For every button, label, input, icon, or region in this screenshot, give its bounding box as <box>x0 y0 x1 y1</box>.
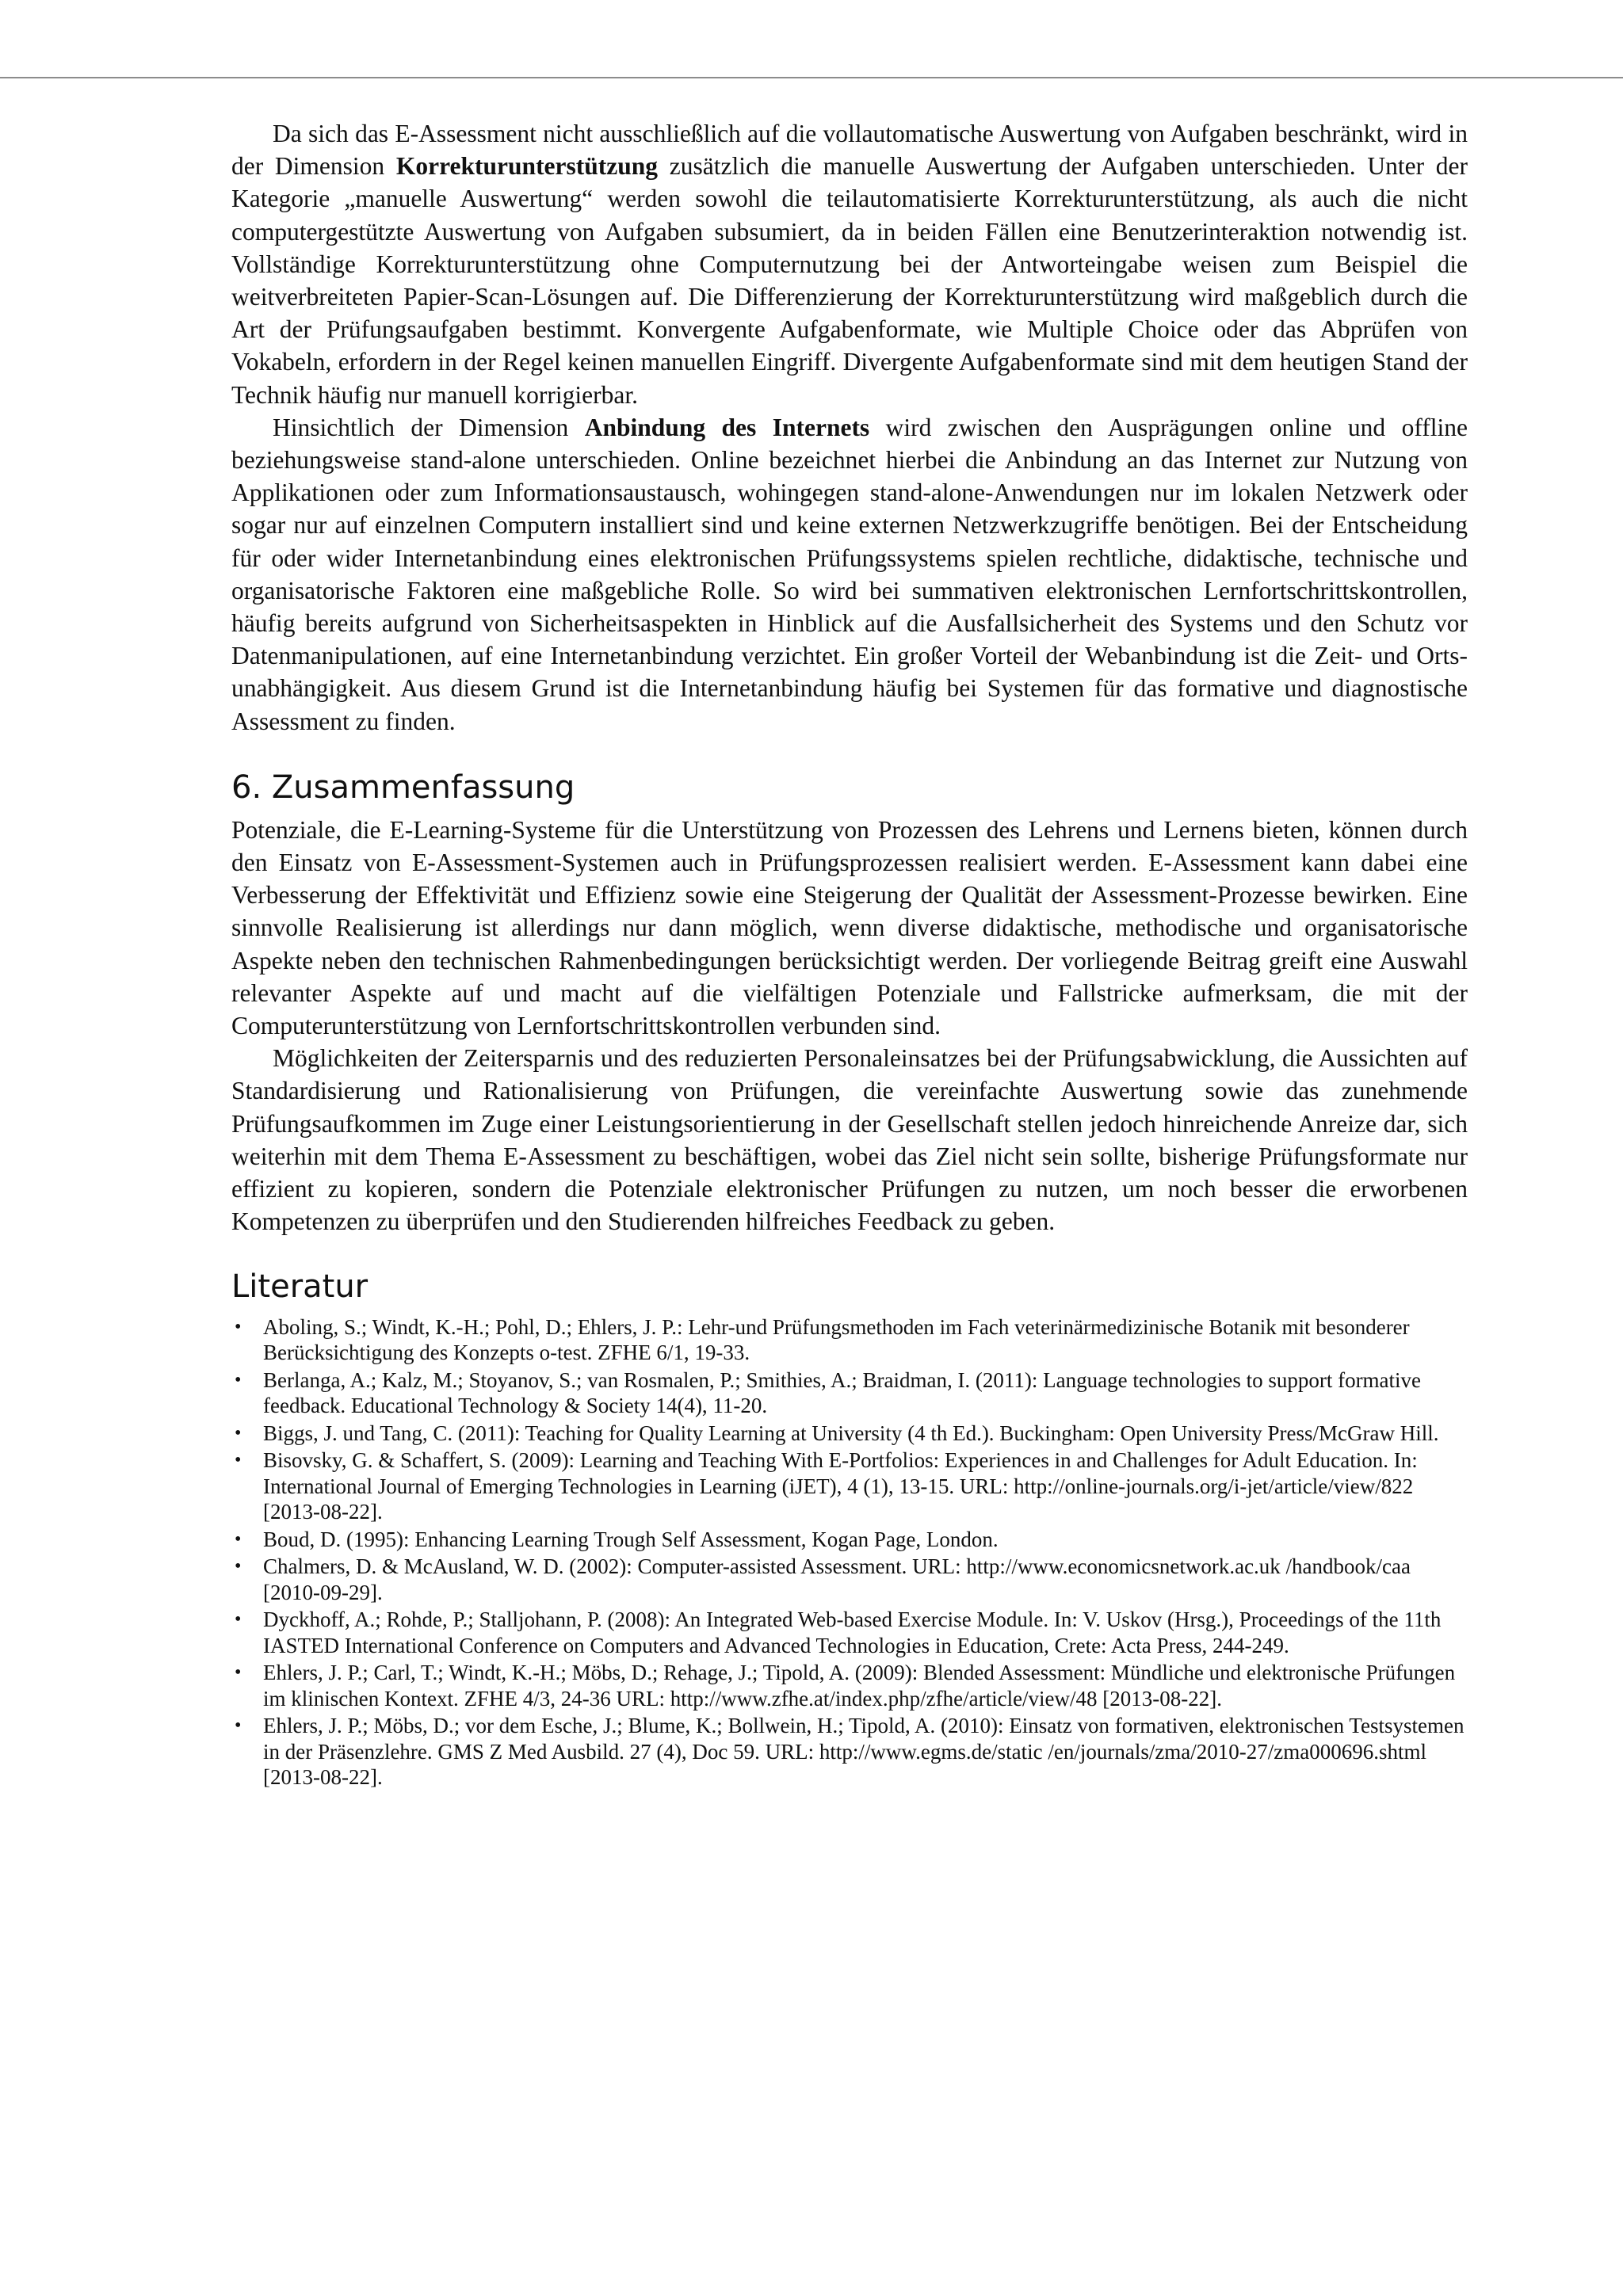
bullet-icon: • <box>235 1556 242 1577</box>
section-heading-zusammenfassung: 6. Zusammenfassung <box>231 769 575 806</box>
bullet-icon: • <box>235 1528 242 1550</box>
paragraph-internetanbindung: Hinsichtlich der Dimension Anbindung des Internets wird zwischen den Ausprägungen online und offline beziehungsweise stand-alone unterschieden. Online bezeichnet hierbei die Anbindung an das Internet zur Nutzung von Applikationen oder zum Informationsaustausch, wohingegen stand-alone-Anwendungen nur im lokalen Netzwerk oder sogar nur auf einzelnen Computern installiert sind und keine externen Netzwerkzugriffe benötigen. Bei der Entscheidung für oder wider Internetanbindung eines elektronischen Prüfungssystems spielen rechtliche, didaktische, technische und organisatorische Faktoren eine maßgebliche Rolle. So wird bei summativen elektronischen Lernfortschrittskontrollen, häufig bereits aufgrund von Sicherheitsaspekten in Hinblick auf die Ausfallsicherheit des Systems und den Schutz vor Datenmanipulationen, auf eine Internetanbindung verzichtet. Ein großer Vorteil der Webanbindung ist die Zeit- und Ortsunabhängigkeit. Aus diesem Grund ist die Internetanbindung häufig bei Systemen für das formative und diagnostische Assessment zu finden. <box>231 413 1468 735</box>
term-korrekturunterstuetzung: Korrekturunterstützung <box>395 152 659 181</box>
reference-item: • Bisovsky, G. & Schaffert, S. (2009): Learning and Teaching With E-Portfolios: Experiences in and Challenges for Adult Education. In: International Journal of Emerging Technologies in Learning (iJET), 4 (1), 13-15. URL: http://online-journals.org/i-jet/article/view/822 [2013-08-22]. <box>235 1448 1418 1524</box>
section-heading-literatur: Literatur <box>231 1268 369 1305</box>
reference-item: • Aboling, S.; Windt, K.-H.; Pohl, D.; Ehlers, J. P.: Lehr-und Prüfungsmethoden im Fach veterinärmedizinische Botanik mit besonderer Berücksichtigung des Konzepts o-test. ZFHE 6/1, 19-33. <box>235 1314 1410 1364</box>
bullet-icon: • <box>235 1369 242 1390</box>
reference-item: • Biggs, J. und Tang, C. (2011): Teaching for Quality Learning at University (4 th Ed.). Buckingham: Open University Press/McGraw Hill. <box>235 1421 1439 1445</box>
page-content <box>231 117 1468 1792</box>
paragraph-summary-2: Möglichkeiten der Zeitersparnis und des reduzierten Personaleinsatzes bei der Prüfungsabwicklung, die Aussichten auf Standardisierung und Rationalisierung von Prüfungen, die vereinfachte Auswertung sowie das zunehmende Prüfungsaufkommen im Zuge einer Leistungsorientierung in der Gesellschaft stellen jedoch hinreichende Anreize dar, sich weiterhin mit dem Thema E-Assessment zu beschäftigen, wobei das Ziel nicht sein sollte, bisherige Prüfungsformate nur effizient zu kopieren, sondern die Potenziale elektronischer Prüfungen zu nutzen, um noch besser die erworbenen Kompetenzen zu überprüfen und den Studierenden hilfreiches Feedback zu geben. <box>231 1044 1468 1236</box>
bullet-icon: • <box>235 1450 242 1470</box>
bullet-icon: • <box>235 1609 242 1630</box>
bullet-icon: • <box>235 1316 242 1337</box>
reference-item: • Berlanga, A.; Kalz, M.; Stoyanov, S.; van Rosmalen, P.; Smithies, A.; Braidman, I. (2011): Language technologies to support formative feedback. Educational Technology & Society 14(4), 11-20. <box>235 1367 1422 1417</box>
bullet-icon: • <box>235 1662 242 1683</box>
term-anbindung-des-internets: Anbindung des Internets <box>584 413 870 441</box>
reference-item: • Boud, D. (1995): Enhancing Learning Trough Self Assessment, Kogan Page, London. <box>235 1527 999 1551</box>
bullet-icon: • <box>235 1422 242 1444</box>
bullet-icon: • <box>235 1715 242 1736</box>
header-rule <box>0 77 1623 78</box>
reference-item: • Ehlers, J. P.; Carl, T.; Windt, K.-H.; Möbs, D.; Rehage, J.; Tipold, A. (2009): Blended Assessment: Mündliche und elektronische Prüfungen im klinischen Kontext. ZFHE 4/3, 24-36 URL: http://www.zfhe.at/index.php/zfhe/article/view/48 [2013-08-22]. <box>235 1661 1456 1711</box>
reference-list <box>231 1314 1468 1791</box>
paragraph-korrekturunterstuetzung: Da sich das E-Assessment nicht ausschließlich auf die vollautomatische Auswertung von Aufgaben beschränkt, wird in der Dimension Korrekturunterstützung zusätzlich die manuelle Auswertung der Aufgaben unterschieden. Unter der Kategorie „manuelle Auswertung“ werden sowohl die teilautomatisierte Korrekturunterstützung, als auch die nicht computergestützte Auswertung von Aufgaben subsumiert, da in beiden Fällen eine Benutzerinteraktion notwendig ist. Vollständige Korrekturunterstützung ohne Computernutzung bei der Antworteingabe weisen zum Beispiel die weitverbreiteten Papier-Scan-Lösungen auf. Die Differenzierung der Korrekturunterstützung wird maßgeblich durch die Art der Prüfungsaufgaben bestimmt. Konvergente Aufgabenformate, wie Multiple Choice oder das Abprüfen von Vokabeln, erfordern in der Regel keinen manuellen Eingriff. Divergente Aufgabenformate sind mit dem heutigen Stand der Technik häufig nur manuell korrigierbar. <box>231 120 1468 409</box>
paragraph-summary-1: Potenziale, die E-Learning-Systeme für die Unterstützung von Prozessen des Lehrens und Lernens bieten, können durch den Einsatz von E-Assessment-Systemen auch in Prüfungsprozessen realisiert werden. E-Assessment kann dabei eine Verbesserung der Effektivität und Effizienz sowie eine Steigerung der Qualität der Assessment-Prozesse bewirken. Eine sinnvolle Realisierung ist allerdings nur dann möglich, wenn diverse didaktische, methodische und organisatorische Aspekte neben den technischen Rahmenbedingungen berücksichtigt werden. Der vorliegende Beitrag greift eine Auswahl relevanter Aspekte auf und macht auf die vielfältigen Potenziale und Fallstricke aufmerksam, die mit der Computerunterstützung von Lernfortschrittskontrollen verbunden sind. <box>231 815 1468 1040</box>
reference-item: • Dyckhoff, A.; Rohde, P.; Stalljohann, P. (2008): An Integrated Web-based Exercise Module. In: V. Uskov (Hrsg.), Proceedings of the 11th IASTED International Conference on Computers and Advanced Technologies in Education, Crete: Acta Press, 244-249. <box>235 1608 1442 1657</box>
reference-item: • Chalmers, D. & McAusland, W. D. (2002): Computer-assisted Assessment. URL: http://www.economicsnetwork.ac.uk /handbook/caa [2010-09-29]. <box>235 1554 1411 1604</box>
reference-item: • Ehlers, J. P.; Möbs, D.; vor dem Esche, J.; Blume, K.; Bollwein, H.; Tipold, A. (2010): Einsatz von formativen, elektronischen Testsystemen in der Präsenzlehre. GMS Z Med Ausbild. 27 (4), Doc 59. URL: http://www.egms.de/static /en/journals/zma/2010-27/zma000696.shtml [2013-08-22]. <box>235 1714 1465 1789</box>
